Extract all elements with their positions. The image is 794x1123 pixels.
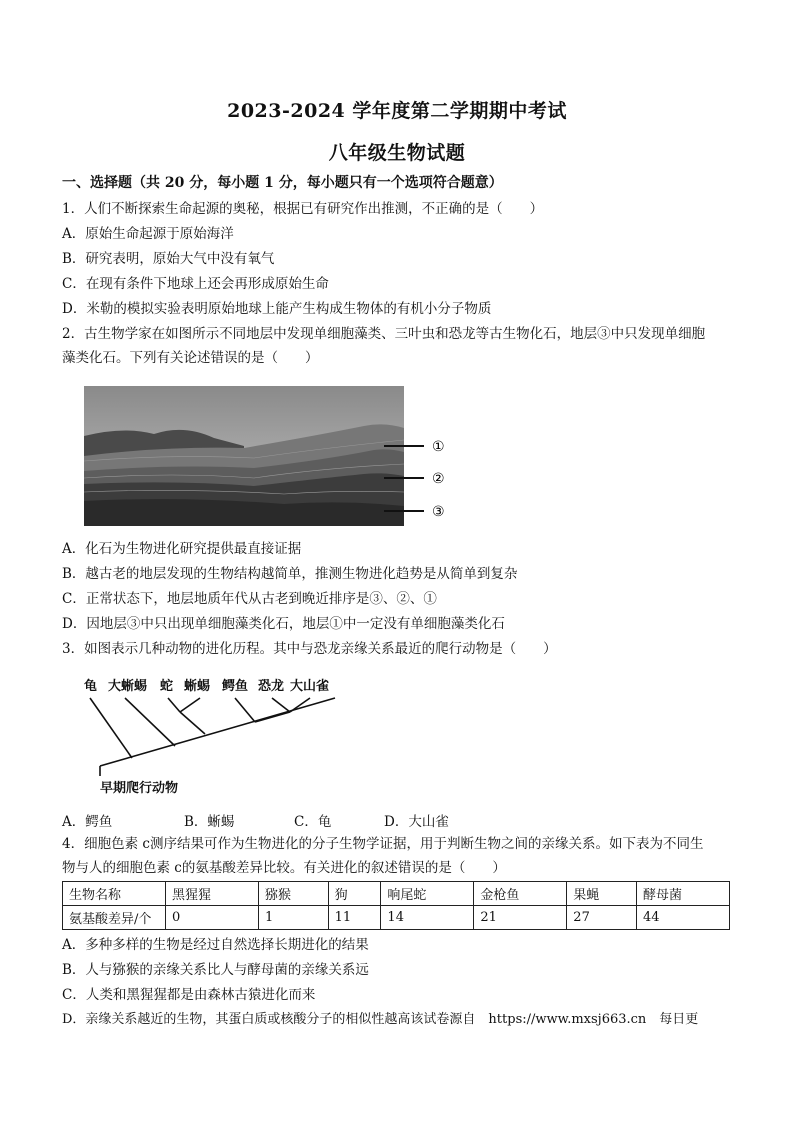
q4-option-d: D．亲缘关系越近的生物，其蛋白质或核酸分子的相似性越高该试卷源自 https://www.mxsj663.cn 每日更 bbox=[62, 1012, 699, 1027]
table-cell: 21 bbox=[474, 906, 567, 930]
tree-label-lizard: 蜥蜴 bbox=[184, 679, 211, 694]
tree-label-snake: 蛇 bbox=[160, 679, 174, 694]
q2-stem-line2: 藻类化石。下列有关论述错误的是（ ） bbox=[62, 350, 319, 366]
stratum-bottom bbox=[84, 499, 404, 526]
table-cell: 11 bbox=[328, 906, 381, 930]
table-cell: 27 bbox=[567, 906, 637, 930]
q2-option-a: A．化石为生物进化研究提供最直接证据 bbox=[62, 541, 302, 557]
section-heading: 一、选择题（共 20 分，每小题 1 分，每小题只有一个选项符合题意） bbox=[62, 175, 503, 191]
exam-subtitle: 八年级生物试题 bbox=[328, 142, 466, 164]
exam-title: 2023-2024 学年度第二学期期中考试 bbox=[227, 100, 567, 122]
row-header-organism: 生物名称 bbox=[63, 882, 166, 906]
table-cell: 1 bbox=[258, 906, 328, 930]
table-cell: 猕猴 bbox=[258, 882, 328, 906]
q2-stem-line1: 2．古生物学家在如图所示不同地层中发现单细胞藻类、三叶虫和恐龙等古生物化石，地层③中只发现单细胞 bbox=[62, 326, 706, 342]
table-cell: 0 bbox=[166, 906, 259, 930]
q4-option-b: B．人与猕猴的亲缘关系比人与酵母菌的亲缘关系远 bbox=[62, 962, 369, 978]
table-row bbox=[63, 882, 730, 906]
table-cell: 果蝇 bbox=[567, 882, 637, 906]
tree-label-tuatara: 大蜥蜴 bbox=[108, 679, 148, 694]
q3-option-b: B．蜥蜴 bbox=[184, 814, 235, 830]
stratum-label-3: ③ bbox=[432, 504, 445, 520]
tree-root-label: 早期爬行动物 bbox=[100, 781, 179, 796]
q1-option-a: A．原始生命起源于原始海洋 bbox=[62, 226, 234, 242]
q1-option-d: D．米勒的模拟实验表明原始地球上能产生构成生物体的有机小分子物质 bbox=[62, 301, 492, 317]
cytochrome-table bbox=[62, 881, 730, 930]
q4-option-c: C．人类和黑猩猩都是由森林古猿进化而来 bbox=[62, 987, 316, 1003]
q4-option-a: A．多种多样的生物是经过自然选择长期进化的结果 bbox=[62, 937, 369, 953]
q1-option-b: B．研究表明，原始大气中没有氧气 bbox=[62, 251, 275, 267]
strata-figure bbox=[84, 386, 464, 526]
q2-option-d: D．因地层③中只出现单细胞藻类化石，地层①中一定没有单细胞藻类化石 bbox=[62, 616, 505, 632]
tree-label-turtle: 龟 bbox=[84, 679, 98, 694]
tree-label-dinosaur: 恐龙 bbox=[258, 679, 285, 694]
tree-branches bbox=[90, 698, 335, 776]
row-header-difference: 氨基酸差异/个 bbox=[63, 906, 166, 930]
evolution-tree-figure bbox=[80, 676, 350, 798]
q3-option-d: D．大山雀 bbox=[384, 814, 449, 830]
q4-stem-line2: 物与人的细胞色素 c的氨基酸差异比较。有关进化的叙述错误的是（ ） bbox=[62, 860, 506, 876]
q4-stem-line1: 4．细胞色素 c测序结果可作为生物进化的分子生物学证据，用于判断生物之间的亲缘关系。如下表为不同生 bbox=[62, 836, 704, 852]
table-row bbox=[63, 906, 730, 930]
table-cell: 金枪鱼 bbox=[474, 882, 567, 906]
table-cell: 14 bbox=[381, 906, 474, 930]
q3-option-c: C．龟 bbox=[294, 814, 332, 830]
table-cell: 44 bbox=[637, 906, 730, 930]
table-cell: 黑猩猩 bbox=[166, 882, 259, 906]
stratum-label-2: ② bbox=[432, 471, 445, 487]
q1-option-c: C．在现有条件下地球上还会再形成原始生命 bbox=[62, 276, 329, 292]
q1-stem: 1．人们不断探索生命起源的奥秘，根据已有研究作出推测，不正确的是（ ） bbox=[62, 201, 544, 217]
tree-label-crocodile: 鳄鱼 bbox=[222, 679, 249, 694]
table-cell: 酵母菌 bbox=[637, 882, 730, 906]
q2-option-c: C．正常状态下，地层地质年代从古老到晚近排序是③、②、① bbox=[62, 591, 437, 607]
q3-option-a: A．鳄鱼 bbox=[62, 814, 113, 830]
stratum-label-1: ① bbox=[432, 439, 445, 455]
q3-stem: 3．如图表示几种动物的进化历程。其中与恐龙亲缘关系最近的爬行动物是（ ） bbox=[62, 641, 557, 657]
table-cell: 响尾蛇 bbox=[381, 882, 474, 906]
q2-option-b: B．越古老的地层发现的生物结构越简单，推测生物进化趋势是从简单到复杂 bbox=[62, 566, 518, 582]
table-cell: 狗 bbox=[328, 882, 381, 906]
tree-label-great-tit: 大山雀 bbox=[290, 679, 330, 694]
